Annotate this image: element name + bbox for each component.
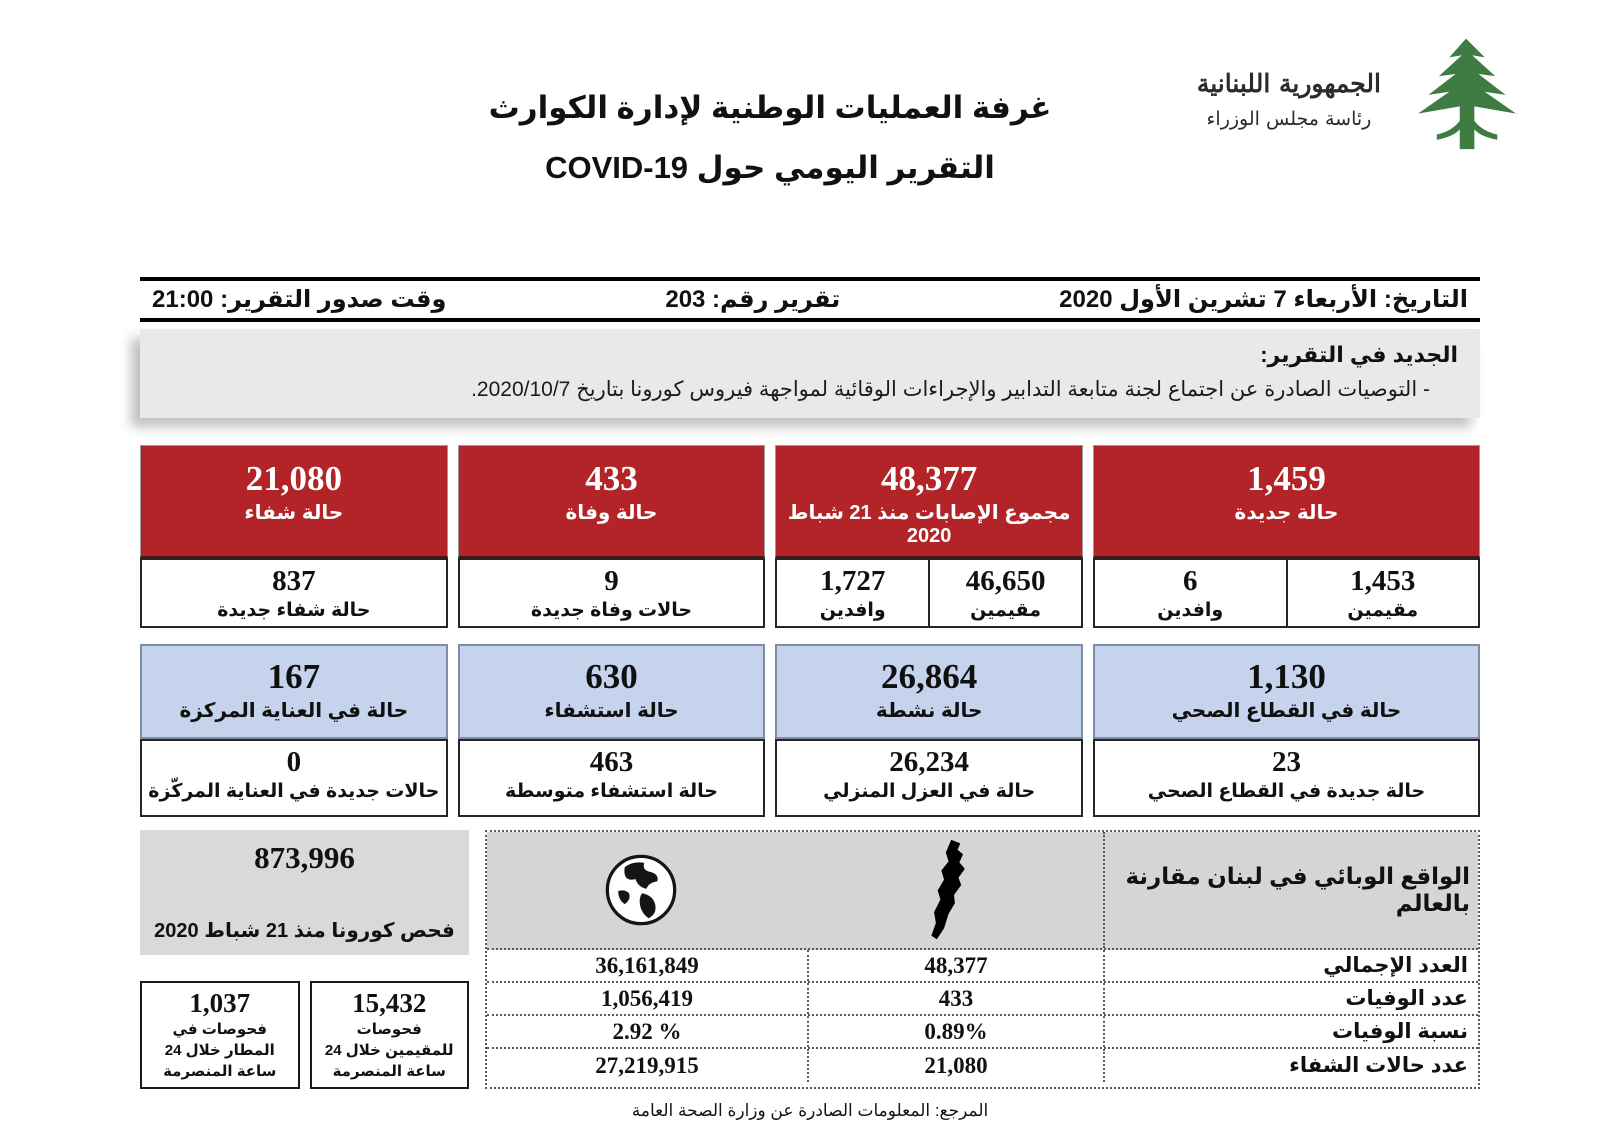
residents-tests-box: 15,432 فحوصات للمقيمين خلال 24 ساعة المنصرمة (310, 981, 470, 1089)
meta-bar (140, 277, 1480, 322)
blue-stats-row (140, 644, 1480, 817)
tests-column (140, 830, 469, 1089)
sub-stat-new-recovered: 837 حالة شفاء جديدة (217, 565, 371, 621)
stat-label: حالة في العناية المركزة (179, 700, 409, 723)
report-titles (0, 90, 1540, 186)
stat-card-icu (140, 644, 448, 817)
world-value: 36,161,849 (595, 952, 699, 978)
total-tests-box (140, 830, 469, 955)
sub-stat-new-health-sector: 23 حالة جديدة في القطاع الصحي (1147, 746, 1426, 802)
total-tests-value: 873,996 (254, 840, 355, 875)
stat-label: مجموع الإصابات منذ 21 شباط 2020 (787, 502, 1071, 548)
stat-value: 630 (585, 657, 638, 696)
report-title: غرفة العمليات الوطنية لإدارة الكوارث (488, 90, 1052, 125)
stat-card-health-sector (1093, 644, 1480, 817)
airport-tests-box: 1,037 فحوصات في المطار خلال 24 ساعة المنصرمة (140, 981, 300, 1089)
stat-value: 1,130 (1247, 657, 1326, 696)
stat-value: 1,459 (1247, 459, 1326, 498)
stat-label: حالة جديدة (1234, 502, 1339, 525)
lebanon-value: 21,080 (807, 1049, 1103, 1082)
globe-icon (487, 832, 795, 948)
stat-value: 21,080 (245, 459, 342, 498)
comparison-row-recovered: عدد حالات الشفاء 21,080 27,219,915 (487, 1049, 1478, 1082)
logo-org-sub: رئاسة مجلس الوزراء (1206, 108, 1372, 130)
news-item: - التوصيات الصادرة عن اجتماع لجنة متابعة التدابير والإجراءات الوقائية لمواجهة فيروس كورونا بتاريخ 2020/10/7. (471, 378, 1430, 401)
reference-note: المرجع: المعلومات الصادرة عن وزارة الصحة العامة (631, 1101, 989, 1120)
world-value: 2.92 % (612, 1018, 682, 1044)
lebanon-map-icon (795, 832, 1103, 948)
stat-value: 433 (585, 459, 638, 498)
news-box (140, 329, 1480, 418)
red-stats-row (140, 445, 1480, 628)
world-value: 27,219,915 (595, 1052, 699, 1078)
sub-stat-arrivals: 1,727 وافدين (819, 565, 886, 621)
report-subtitle: التقرير اليومي حول COVID-19 (545, 150, 995, 185)
comparison-row-deaths: عدد الوفيات 433 1,056,419 (487, 983, 1478, 1016)
stat-card-deaths (458, 445, 766, 628)
lebanon-value: 433 (807, 983, 1103, 1014)
report-body (140, 277, 1480, 1121)
lebanon-value: 48,377 (807, 950, 1103, 981)
stat-label: حالة نشطة (875, 700, 983, 723)
stat-card-active-cases (775, 644, 1083, 817)
lebanon-value: 0.89% (807, 1016, 1103, 1047)
stat-label: حالة شفاء (244, 502, 344, 525)
stat-label: حالة وفاة (565, 502, 658, 525)
report-issue-time: وقت صدور التقرير: 21:00 (152, 286, 447, 313)
comparison-header (487, 832, 1478, 950)
sub-stat-residents: 1,453 مقيمين (1286, 560, 1479, 626)
sub-stat-arrivals: 6 وافدين (1157, 565, 1224, 621)
total-tests-label: فحص كورونا منذ 21 شباط 2020 (154, 920, 455, 942)
sub-stat-residents: 46,650 مقيمين (928, 560, 1081, 626)
stat-card-hospitalized (458, 644, 766, 817)
stat-card-recovered (140, 445, 448, 628)
stat-label: حالة استشفاء (544, 700, 679, 723)
sub-stat-new-icu: 0 حالات جديدة في العناية المركّزة (148, 746, 440, 802)
stat-card-new-cases (1093, 445, 1480, 628)
comparison-row-total: العدد الإجمالي 48,377 36,161,849 (487, 950, 1478, 983)
comparison-title: الواقع الوبائي في لبنان مقارنة بالعالم (1103, 832, 1478, 948)
logo-org-name: الجمهورية اللبنانية (1196, 69, 1381, 98)
world-value: 1,056,419 (601, 985, 693, 1011)
news-heading: الجديد في التقرير: (1260, 342, 1458, 367)
sub-stat-new-deaths: 9 حالات وفاة جديدة (530, 565, 693, 621)
stat-value: 167 (267, 657, 321, 696)
stat-value: 26,864 (881, 657, 978, 696)
world-comparison-table (485, 830, 1480, 1089)
sub-stat-home-isolation: 26,234 حالة في العزل المنزلي (823, 746, 1036, 802)
stat-label: حالة في القطاع الصحي (1171, 700, 1402, 723)
report-number: تقرير رقم: 203 (665, 286, 841, 313)
sub-stat-moderate-hospitalized: 463 حالة استشفاء متوسطة (504, 746, 718, 802)
bottom-section (140, 830, 1480, 1089)
report-date: التاريخ: الأربعاء 7 تشرين الأول 2020 (1059, 286, 1468, 313)
comparison-row-death-rate: نسبة الوفيات 0.89% 2.92 % (487, 1016, 1478, 1049)
stat-value: 48,377 (881, 459, 978, 498)
stat-card-total-cases (775, 445, 1083, 628)
